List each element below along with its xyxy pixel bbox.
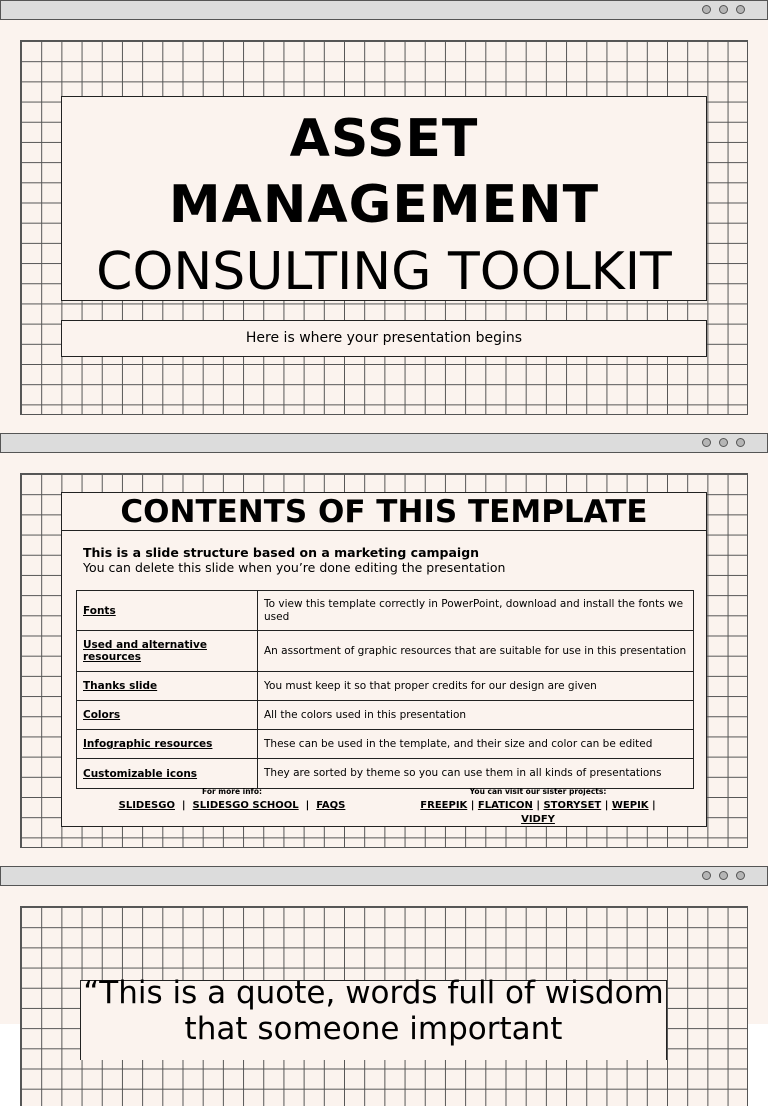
table-row [77,730,694,759]
link-freepik[interactable]: FREEPIK [420,800,468,811]
desc-bold: This is a slide structure based on a marketing campaign [83,545,480,560]
footer-right: You can visit our sister projects: FREEPIK | FLATICON | STORYSET | WEPIK | VIDFY [398,788,678,827]
row-value: They are sorted by theme so you can use them in all kinds of presentations [258,759,694,789]
row-key[interactable]: Customizable icons [77,759,258,789]
footer-right-heading: You can visit our sister projects: [469,787,607,796]
row-key[interactable]: Thanks slide [77,672,258,701]
title-line-2: MANAGEMENT [168,175,600,235]
window-dot-icon[interactable] [736,5,745,14]
title-line-1: ASSET [289,109,479,169]
footer-left-heading: For more info: [202,787,262,796]
window-titlebar-2 [0,433,768,453]
row-value: These can be used in the template, and their size and color can be edited [258,730,694,759]
window-dot-icon[interactable] [702,871,711,880]
row-key[interactable]: Fonts [77,591,258,631]
table-row [77,701,694,730]
link-storyset[interactable]: STORYSET [543,800,602,811]
window-dot-icon[interactable] [719,871,728,880]
footer-left: For more info: SLIDESGO | SLIDESGO SCHOOL | FAQS [102,788,362,813]
table-row [77,672,694,701]
contents-title: CONTENTS OF THIS TEMPLATE [62,493,706,531]
window-dot-icon[interactable] [736,438,745,447]
window-titlebar-1 [0,0,768,20]
quote-text: “This is a quote, words full of wisdom that someone important [83,975,664,1047]
link-slidesgo-school[interactable]: SLIDESGO SCHOOL [192,800,299,811]
title-line-3: CONSULTING TOOLKIT [96,242,672,302]
link-wepik[interactable]: WEPIK [611,800,649,811]
row-key[interactable]: Colors [77,701,258,730]
row-key[interactable]: Infographic resources [77,730,258,759]
contents-description [62,531,706,575]
row-value: All the colors used in this presentation [258,701,694,730]
window-dot-icon[interactable] [702,438,711,447]
window-dot-icon[interactable] [702,5,711,14]
link-faqs[interactable]: FAQS [316,800,346,811]
table-row [77,591,694,631]
window-titlebar-3 [0,866,768,886]
window-dot-icon[interactable] [736,871,745,880]
row-value: An assortment of graphic resources that are suitable for use in this presentation [258,631,694,672]
row-key[interactable]: Used and alternative resources [77,631,258,672]
window-dot-icon[interactable] [719,438,728,447]
link-flaticon[interactable]: FLATICON [477,800,533,811]
contents-box [61,492,707,827]
row-value: To view this template correctly in PowerPoint, download and install the fonts we used [258,591,694,631]
row-value: You must keep it so that proper credits for our design are given [258,672,694,701]
desc-text: You can delete this slide when you’re done editing the presentation [83,560,506,575]
title-box [61,96,707,301]
subtitle: Here is where your presentation begins [61,320,707,357]
link-vidfy[interactable]: VIDFY [521,814,555,825]
contents-table [76,590,694,789]
window-dot-icon[interactable] [719,5,728,14]
table-row [77,631,694,672]
quote-box [80,975,667,1060]
link-slidesgo[interactable]: SLIDESGO [118,800,175,811]
table-row [77,759,694,789]
